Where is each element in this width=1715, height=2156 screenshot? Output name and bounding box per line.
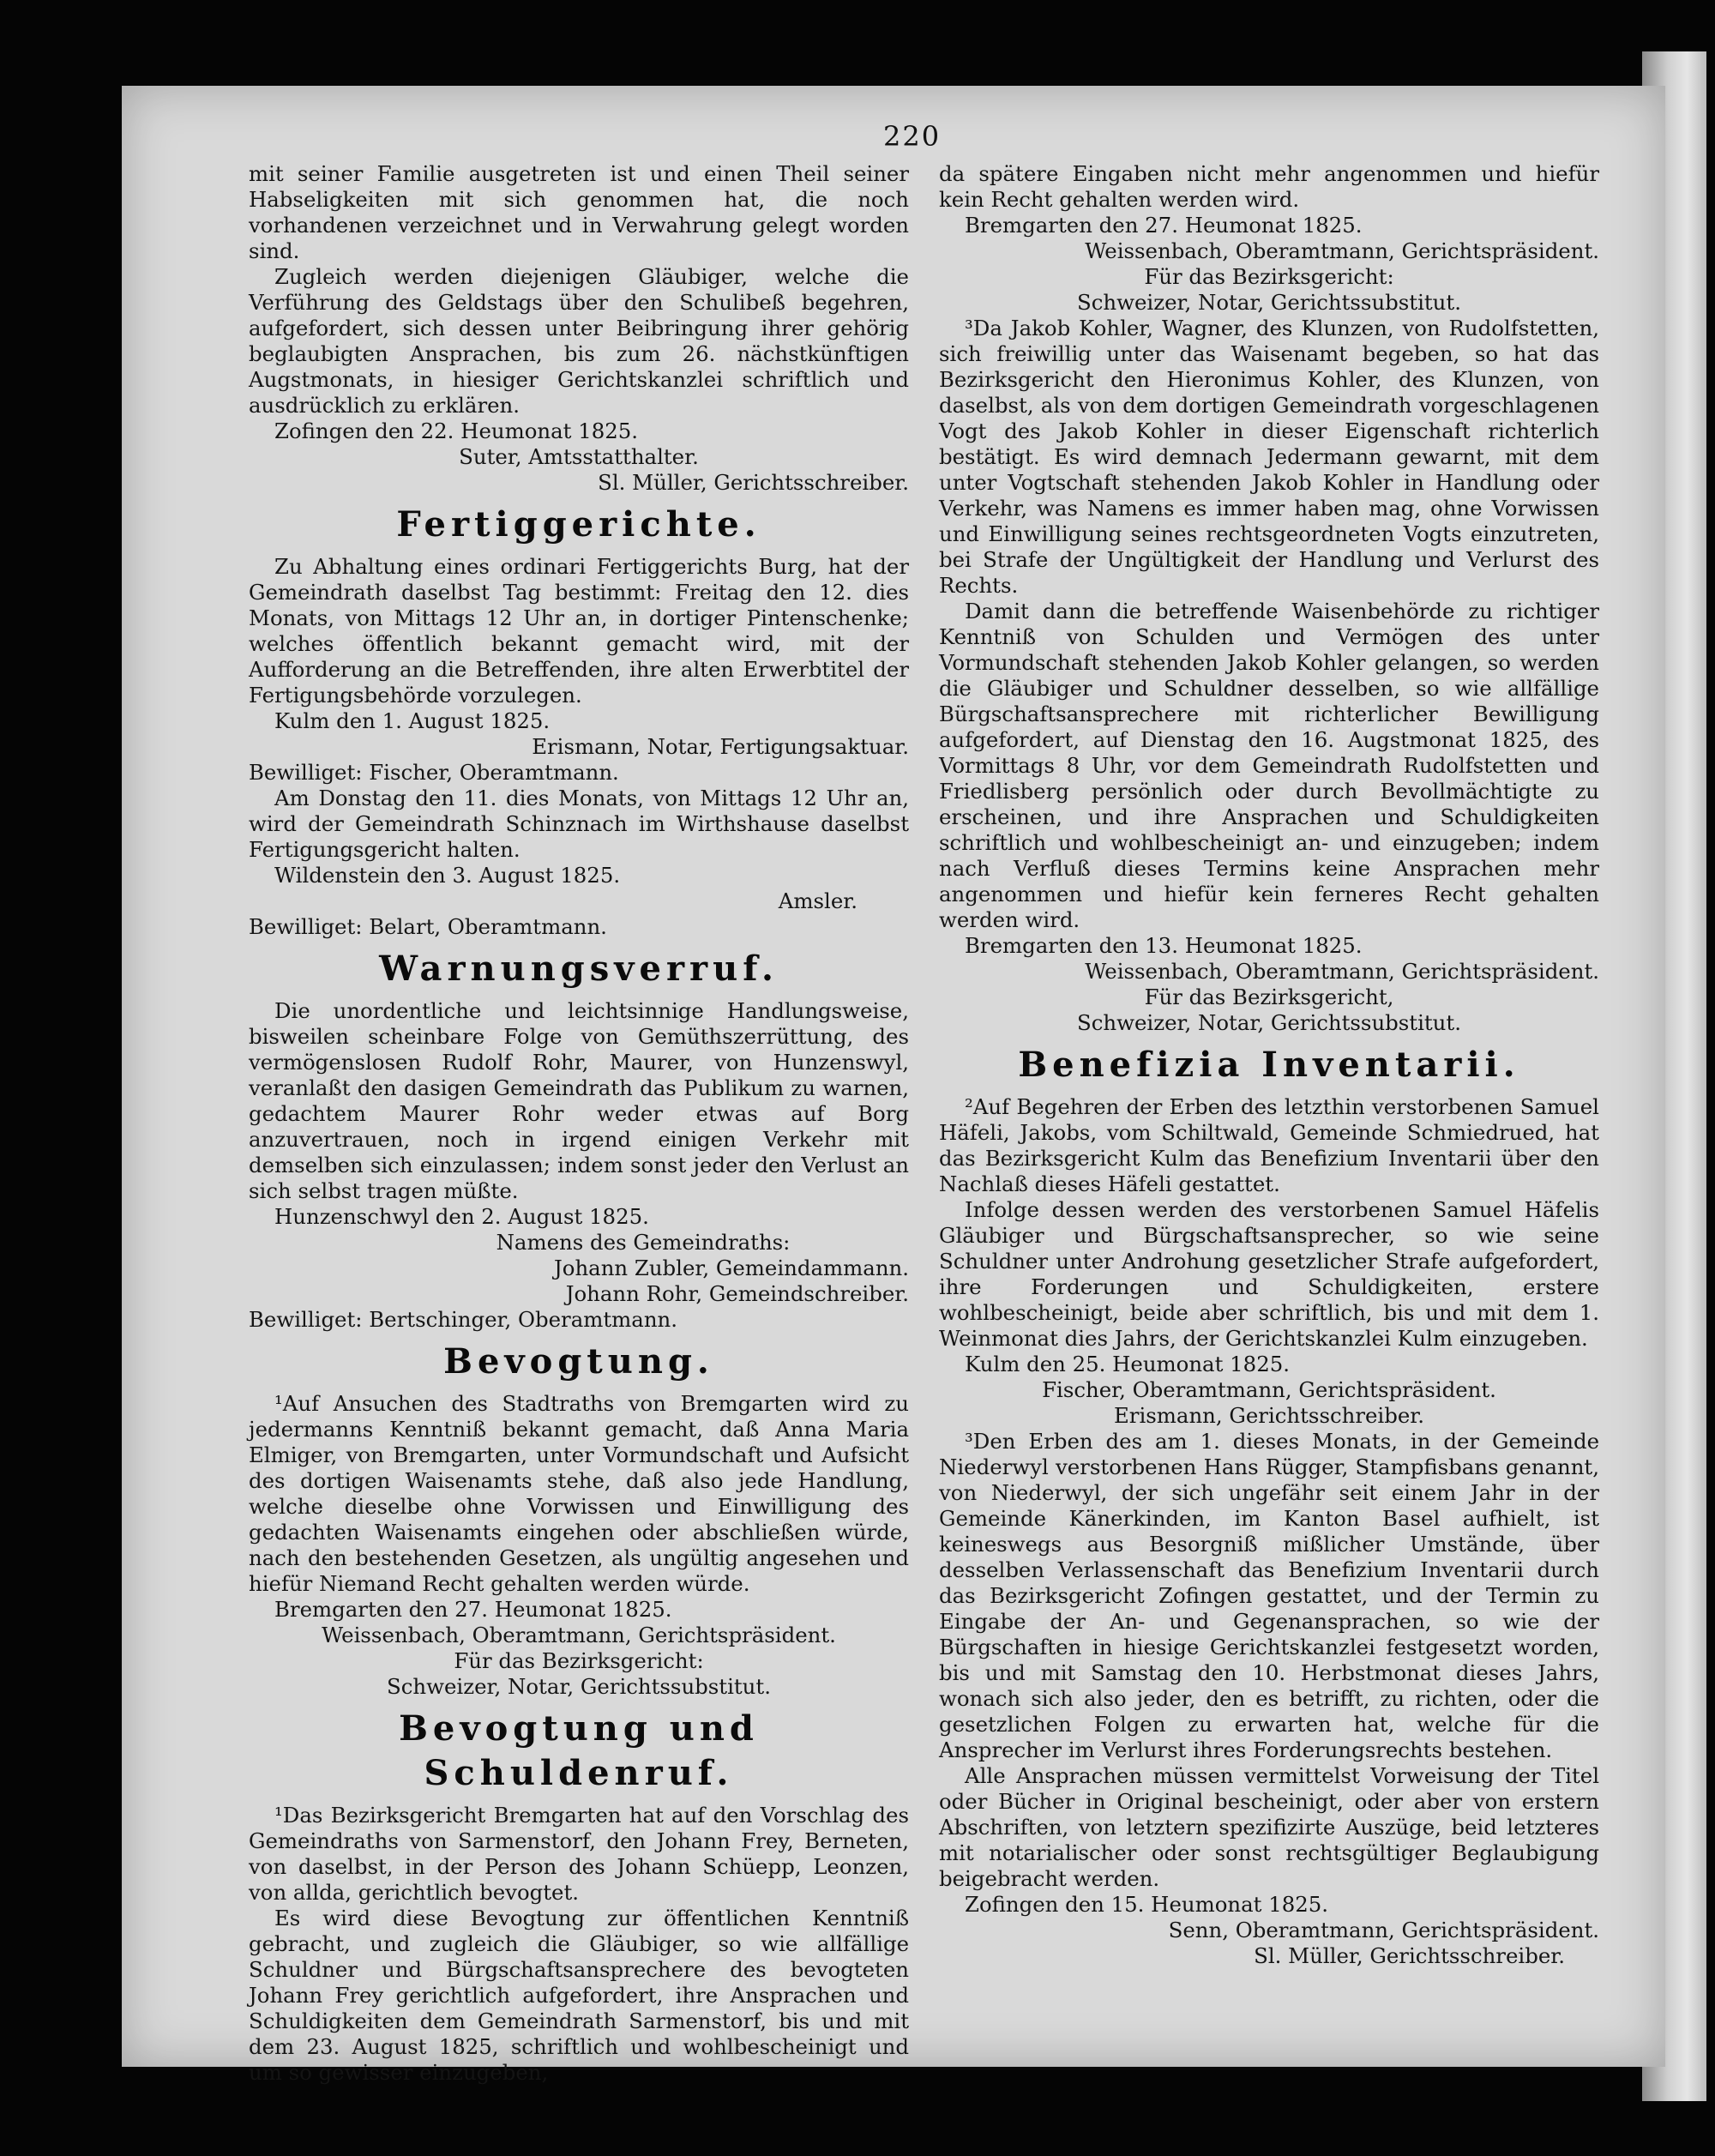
- signature: Suter, Amtsstatthalter.: [459, 444, 699, 469]
- signature: Sl. Müller, Gerichtsschreiber.: [1254, 1943, 1565, 1968]
- paragraph: Am Donstag den 11. dies Monats, von Mittags 12 Uhr an, wird der Gemeindrath Schinznach im Wirthshause daselbst Fertigungsgericht halten.: [249, 786, 909, 862]
- page-number: 220: [883, 120, 942, 153]
- dateline: Zofingen den 15. Heumonat 1825.: [965, 1892, 1329, 1917]
- paragraph: ¹Das Bezirksgericht Bremgarten hat auf den Vorschlag des Gemeindraths von Sarmenstorf, den Johann Frey, Berneten, von daselbst, in der Person des Johann Schüepp, Leonzen, von allda, gerichtlich bevogtet.: [249, 1803, 909, 1905]
- paragraph: da spätere Eingaben nicht mehr angenommen und hiefür kein Recht gehalten werden wird.: [939, 161, 1599, 212]
- signature: Amsler.: [778, 888, 858, 913]
- dateline: Bremgarten den 13. Heumonat 1825.: [965, 933, 1363, 958]
- paragraph: Zu Abhaltung eines ordinari Fertiggerichts Burg, hat der Gemeindrath daselbst Tag bestimmt: Freitag den 12. dies Monats, von Mittags 12 Uhr an, in dortiger Pintenschenke; welches öffentlich bekannt gemacht wird, mit der Aufforderung an die Betreffenden, ihre alten Erwerbtitel der Fertigungsbehörde vorzulegen.: [249, 554, 909, 708]
- signature: Erismann, Gerichtsschreiber.: [1114, 1403, 1424, 1428]
- right-column: [939, 161, 1599, 1969]
- paragraph: Es wird diese Bevogtung zur öffentlichen Kenntniß gebracht, und zugleich die Gläubiger, so wie allfällige Schuldner und Bürgschaftsansprechere des bevogteten Johann Frey gerichtlich aufgefordert, ihre Ansprachen und Schuldigkeiten dem Gemeindrath Sarmenstorf, bis und mit dem 23. August 1825, schriftlich und wohlbescheinigt und um so gewisser einzugeben,: [249, 1906, 909, 2085]
- dateline: Wildenstein den 3. August 1825.: [274, 863, 621, 888]
- dateline: Zofingen den 22. Heumonat 1825.: [274, 419, 639, 443]
- signature: Weissenbach, Oberamtmann, Gerichtspräsident.: [1085, 238, 1599, 263]
- signature: Erismann, Notar, Fertigungsaktuar.: [532, 734, 909, 759]
- signature: Namens des Gemeindraths:: [496, 1230, 791, 1255]
- dateline: Hunzenschwyl den 2. August 1825.: [274, 1204, 649, 1229]
- signature: Für das Bezirksgericht:: [1144, 264, 1394, 289]
- signature: Schweizer, Notar, Gerichtssubstitut.: [1077, 1010, 1461, 1035]
- signature: Fischer, Oberamtmann, Gerichtspräsident.: [1042, 1377, 1496, 1402]
- signature: Schweizer, Notar, Gerichtssubstitut.: [1077, 290, 1461, 315]
- paragraph: ³Den Erben des am 1. dieses Monats, in der Gemeinde Niederwyl verstorbenen Hans Rügger, Stampfisbans genannt, von Niederwyl, der sich ungefähr seit einem Jahr in der Gemeinde Känerkinden, im Kanton Basel aufhielt, ist keineswegs aus Besorgniß mißlicher Umstände, über desselben Verlassenschaft das Benefizium Inventarii durch das Bezirksgericht Zofingen gestattet, und der Termin zu Eingabe der An- und Gegenansprachen, so wie der Bürgschaften in hiesige Gerichtskanzlei festgesetzt worden, bis und mit Samstag den 10. Herbstmonat dieses Jahrs, wonach sich also jeder, den es betrifft, zu richten, oder die gesetzlichen Folgen zu erwarten hat, welche für die Ansprecher im Verlurst ihres Forderungsrechts bestehen.: [939, 1429, 1599, 1762]
- dateline: Bremgarten den 27. Heumonat 1825.: [274, 1597, 672, 1622]
- dateline: Kulm den 1. August 1825.: [274, 708, 551, 733]
- section-heading: Benefizia Inventarii.: [1018, 1045, 1520, 1085]
- signature: Schweizer, Notar, Gerichtssubstitut.: [387, 1674, 771, 1699]
- paragraph: ³Da Jakob Kohler, Wagner, des Klunzen, von Rudolfstetten, sich freiwillig unter das Waisenamt begeben, so hat das Bezirksgericht den Hieronimus Kohler, des Klunzen, von daselbst, als von dem dortigen Gemeindrath vorgeschlagenen Vogt des Jakob Kohler in dieser Eigenschaft richterlich bestätigt. Es wird demnach Jedermann gewarnt, mit dem unter Vogtschaft stehenden Jakob Kohler in Handlung oder Verkehr, was Namens es immer haben mag, ohne Vorwissen und Einwilligung seines rechtsgeordneten Vogts einzutreten, bei Strafe der Ungültigkeit der Handlung und Verlurst des Rechts.: [939, 316, 1599, 598]
- signature: Weissenbach, Oberamtmann, Gerichtspräsident.: [322, 1623, 836, 1647]
- approval-line: Bewilliget: Bertschinger, Oberamtmann.: [249, 1307, 678, 1332]
- dateline: Bremgarten den 27. Heumonat 1825.: [965, 213, 1363, 238]
- paragraph: Zugleich werden diejenigen Gläubiger, welche die Verführung des Geldstags über den Schulibeß begehren, aufgefordert, sich dessen unter Beibringung ihrer gehörig beglaubigten Ansprachen, bis zum 26. nächstkünftigen Augstmonats, in hiesiger Gerichtskanzlei schriftlich und ausdrücklich zu erklären.: [249, 264, 909, 418]
- signature: Johann Zubler, Gemeindammann.: [554, 1256, 909, 1280]
- signature: Sl. Müller, Gerichtsschreiber.: [598, 470, 909, 495]
- paragraph: Infolge dessen werden des verstorbenen Samuel Häfelis Gläubiger und Bürgschaftsansprecher, so wie seine Schuldner unter Androhung gesetzlicher Strafe aufgefordert, ihre Forderungen und Schuldigkeiten, erstere wohlbescheinigt, beide aber schriftlich, bis und mit dem 1. Weinmonat dies Jahrs, der Gerichtskanzlei Kulm einzugeben.: [939, 1197, 1599, 1351]
- paragraph: mit seiner Familie ausgetreten ist und einen Theil seiner Habseligkeiten mit sich genommen hat, die noch vorhandenen verzeichnet und in Verwahrung gelegt worden sind.: [249, 161, 909, 263]
- signature: Senn, Oberamtmann, Gerichtspräsident.: [1168, 1918, 1599, 1942]
- approval-line: Bewilliget: Belart, Oberamtmann.: [249, 914, 607, 939]
- signature: Weissenbach, Oberamtmann, Gerichtspräsident.: [1085, 959, 1599, 984]
- approval-line: Bewilliget: Fischer, Oberamtmann.: [249, 760, 619, 785]
- paragraph: Damit dann die betreffende Waisenbehörde zu richtiger Kenntniß von Schulden und Vermögen des unter Vormundschaft stehenden Jakob Kohler gelangen, so werden die Gläubiger und Schuldner desselben, so wie allfällige Bürgschaftsansprechere mit richterlicher Bewilligung aufgefordert, auf Dienstag den 16. Augstmonat 1825, des Vormittags 8 Uhr, vor dem Gemeindrath Rudolfstetten und Friedlisberg persönlich oder durch Bevollmächtigte zu erscheinen, und ihre Ansprachen und Schuldigkeiten schriftlich und wohlbescheinigt an- und einzugeben; indem nach Verfluß dieses Termins keine Ansprachen mehr angenommen und hiefür kein ferneres Recht gehalten werden wird.: [939, 599, 1599, 932]
- section-heading: Bevogtung.: [443, 1341, 714, 1382]
- paragraph: Alle Ansprachen müssen vermittelst Vorweisung der Titel oder Bücher in Original bescheinigt, oder aber von erstern Abschriften, von letztern spezifizirte Auszüge, beid letzteres mit notarialischer oder sonst rechtsgültiger Beglaubigung beigebracht werden.: [939, 1763, 1599, 1891]
- section-heading: Bevogtung und Schuldenruf.: [399, 1708, 759, 1793]
- section-heading: Warnungsverruf.: [379, 949, 779, 989]
- signature: Johann Rohr, Gemeindschreiber.: [565, 1281, 909, 1306]
- paragraph: Die unordentliche und leichtsinnige Handlungsweise, bisweilen scheinbare Folge von Gemüthszerrüttung, des vermögenslosen Rudolf Rohr, Maurer, von Hunzenswyl, veranlaßt den dasigen Gemeindrath das Publikum zu warnen, gedachtem Maurer Rohr weder etwas auf Borg anzuvertrauen, noch in irgend einigen Verkehr mit demselben sich einzulassen; indem sonst jeder den Verlust an sich selbst tragen müßte.: [249, 998, 909, 1203]
- paragraph: ¹Auf Ansuchen des Stadtraths von Bremgarten wird zu jedermanns Kenntniß bekannt gemacht, daß Anna Maria Elmiger, von Bremgarten, unter Vormundschaft und Aufsicht des dortigen Waisenamts stehe, daß also jede Handlung, welche dieselbe ohne Vorwissen und Einwilligung des gedachten Waisenamts eingehen oder abschließen würde, nach den bestehenden Gesetzen, als ungültig angesehen und hiefür Niemand Recht gehalten werden würde.: [249, 1391, 909, 1596]
- dateline: Kulm den 25. Heumonat 1825.: [965, 1352, 1290, 1376]
- signature: Für das Bezirksgericht:: [454, 1648, 704, 1673]
- paragraph: ²Auf Begehren der Erben des letzthin verstorbenen Samuel Häfeli, Jakobs, vom Schiltwald, Gemeinde Schmiedrued, hat das Bezirksgericht Kulm das Benefizium Inventarii über den Nachlaß dieses Häfeli gestattet.: [939, 1094, 1599, 1196]
- section-heading: Fertiggerichte.: [396, 504, 761, 545]
- left-column: [249, 161, 909, 2086]
- signature: Für das Bezirksgericht,: [1144, 985, 1394, 1009]
